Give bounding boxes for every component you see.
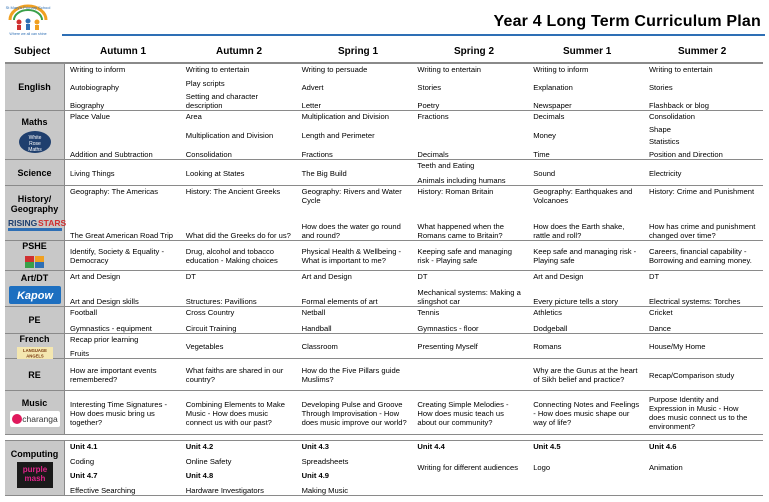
topic-text: Structures: Pavillions [185,297,257,306]
term-cell [65,271,181,306]
topic-text: Unit 4.7 [70,471,98,481]
term-cell [528,64,644,110]
jigsaw-logo [23,254,47,270]
subject-row-science [5,160,763,186]
topic-text: Unit 4.6 [648,442,677,451]
term-cell [412,271,528,306]
term-cell [528,334,644,358]
topic-text: Athletics [533,308,562,317]
topic-text: Every picture tells a story [533,297,619,306]
subject-cell [5,271,65,306]
topic-text: History: Roman Britain [417,187,494,196]
term-cell [644,160,760,185]
topic-text: Recap/Comparison study [648,370,735,380]
topic-text: Unit 4.2 [185,442,214,451]
topic-text: Place Value [70,112,110,121]
topic-text: Animals including humans [417,176,506,185]
topic-text: Gymnastics - floor [417,324,479,333]
term-cell [297,359,413,390]
topic-text: Unit 4.8 [185,471,214,481]
subject-row-english [5,63,763,111]
term-cell [181,186,297,240]
topic-text: What faiths are shared in our country? [185,366,284,384]
topic-text: Stories [648,83,673,92]
term-cell [65,241,181,270]
topic-text: Spreadsheets [301,456,349,466]
term-cell [65,307,181,333]
svg-text:LANGUAGE: LANGUAGE [22,347,47,353]
topic-text: Art and Design skills [70,297,139,306]
topic-text: Online Safety [185,456,232,466]
term-cell [644,307,760,333]
subject-name: History/ Geography [10,193,59,214]
svg-text:Kapow: Kapow [16,290,53,302]
language-angels-logo [17,347,53,359]
term-cell [528,111,644,159]
topic-text: Connecting Notes and Feelings - How does music shape our way of life? [533,399,640,427]
subject-cell [5,64,65,110]
topic-text: Interesting Time Signatures - How does music bring us together? [70,399,168,427]
term-cell [297,160,413,185]
term-cell [297,186,413,240]
topic-text: Electricity [648,168,682,178]
term-cell [412,160,528,185]
topic-text: The Big Build [301,168,347,178]
svg-text:purple: purple [22,464,47,474]
topic-text: Gymnastics - equipment [70,324,152,333]
topic-text: Classroom [301,342,338,351]
subject-name: Art/DT [20,273,49,283]
topic-text: Statistics [648,137,680,147]
term-cell [65,186,181,240]
topic-text: Addition and Subtraction [70,150,153,159]
topic-text: Keeping safe and managing risk - Playing safe [417,247,512,265]
topic-text: Logo [533,462,551,472]
subject-cell [5,241,65,270]
term-cell [412,359,528,390]
topic-text: Hardware Investigators [185,485,264,495]
topic-text: Newspaper [533,101,572,110]
subject-cell [5,334,65,358]
topic-text: Combining Elements to Make Music - How does music connect us with our past? [185,399,285,427]
header-autumn-1: Autumn 1 [100,46,147,57]
topic-text: Writing to entertain [648,65,713,74]
header-spring-2: Spring 2 [454,46,495,57]
topic-text: Mechanical systems: Making a slingshot car [417,288,521,306]
topic-text: Writing to inform [70,65,126,74]
subject-cell [5,391,65,434]
subject-cell [5,186,65,240]
topic-text: House/My Home [648,342,706,351]
term-cell [644,64,760,110]
term-cell [297,307,413,333]
topic-text: Creating Simple Melodies - How does music teach us about our community? [417,399,509,427]
header-summer-1: Summer 1 [563,46,612,57]
term-cell [181,64,297,110]
topic-text: Cricket [648,308,673,317]
svg-text:charanga: charanga [21,414,58,424]
topic-text: Decimals [417,150,449,159]
topic-text: Biography [70,101,105,110]
topic-text: Vegetables [185,342,224,351]
term-cell [412,111,528,159]
subject-cell [5,359,65,390]
topic-text: Animation [648,462,683,472]
term-cell [412,186,528,240]
topic-text: Circuit Training [185,324,237,333]
term-cell [412,334,528,358]
topic-text: DT [185,272,196,281]
topic-text: Area [185,112,202,121]
topic-text: DT [417,272,428,281]
subject-row-maths [5,111,763,160]
term-cell [528,160,644,185]
term-cell [181,307,297,333]
topic-text: Unit 4.1 [70,442,98,451]
term-cell [181,271,297,306]
topic-text: Why are the Gurus at the heart of Sikh belief and practice? [533,366,638,384]
subject-row-re [5,359,763,391]
topic-text: Explanation [533,83,573,92]
topic-text: Teeth and Eating [417,161,475,170]
topic-text: Dance [648,324,671,333]
topic-text: Tennis [417,308,440,317]
kapow-logo [9,286,61,304]
svg-text:ANGELS: ANGELS [25,353,44,358]
topic-text: Making Music [301,485,349,495]
topic-text: Physical Health & Wellbeing - What is important to me? [301,247,402,265]
term-cell [297,111,413,159]
term-cell [528,441,644,495]
subject-row-french [5,334,763,359]
term-cell [181,391,297,434]
term-cell [297,64,413,110]
term-cell [644,391,760,434]
topic-text: History: Crime and Punishment [648,187,755,196]
topic-text: Letter [301,101,322,110]
topic-text: Writing for different audiences [417,462,518,472]
rising-stars-logo [7,217,66,233]
topic-text: Decimals [533,112,565,121]
svg-text:mash: mash [24,473,45,483]
topic-text: Advert [301,83,324,92]
term-cell [644,334,760,358]
topic-text: Fractions [301,150,333,159]
topic-text: Writing to entertain [417,65,481,74]
topic-text: How has crime and punishment changed over time? [648,222,756,240]
term-cell [181,241,297,270]
topic-text: Writing to entertain [185,65,250,74]
logo-motto: Where we all can shine [9,32,47,36]
subject-cell [5,441,65,495]
term-cell [65,359,181,390]
subject-name: English [18,82,51,92]
curriculum-grid [5,62,763,496]
topic-text: Identify, Society & Equality - Democracy [70,247,164,265]
subject-row-history-geography [5,186,763,241]
term-cell [528,307,644,333]
svg-text:Maths: Maths [27,146,42,153]
subject-cell [5,160,65,185]
topic-text: Art and Design [301,272,352,281]
term-cell [181,111,297,159]
topic-text: Shape [648,124,671,134]
subject-name: RE [28,369,41,380]
header-summer-2: Summer 2 [678,46,727,57]
subject-row-art-dt [5,271,763,307]
subject-cell [5,111,65,159]
topic-text: Drug, alcohol and tobacco education - Making choices [185,247,278,265]
topic-text: What did the Greeks do for us? [185,231,291,240]
topic-text: Setting and character description [185,92,258,110]
term-cell [644,271,760,306]
term-cell [65,391,181,434]
topic-text: Fruits [70,349,89,358]
topic-text: Art and Design [533,272,584,281]
svg-text:STARS: STARS [37,217,66,228]
topic-text: Football [70,308,98,317]
term-cell [412,391,528,434]
topic-text: Fractions [417,112,449,121]
topic-text: How does the Earth shake, rattle and roll? [533,222,625,240]
term-cell [65,441,181,495]
term-cell [412,64,528,110]
term-cell [65,111,181,159]
topic-text: DT [648,272,660,281]
topic-text: Unit 4.5 [533,442,561,451]
subject-name: Music [21,398,48,408]
topic-text: Handball [301,324,332,333]
topic-text: Length and Perimeter [301,131,375,140]
svg-text:Rose: Rose [28,140,41,147]
subject-row-computing [5,440,763,496]
topic-text: Money [533,131,556,140]
term-cell [528,391,644,434]
term-cell [181,160,297,185]
term-cell [181,359,297,390]
term-cell [181,441,297,495]
subject-name: PE [28,315,41,325]
topic-text: Romans [533,342,562,351]
term-cell [528,241,644,270]
term-cell [528,186,644,240]
topic-text: Purpose Identity and Expression in Music - How does music connect us to the environment? [648,395,748,431]
term-cell [65,160,181,185]
term-cell [528,271,644,306]
term-cell [412,241,528,270]
topic-text: The Great American Road Trip [70,231,173,240]
topic-text: Geography: Rivers and Water Cycle [301,187,402,205]
topic-text: Consolidation [648,112,695,121]
term-cell [412,441,528,495]
topic-text: Developing Pulse and Groove Through Improvisation - How does music improve our world? [301,399,407,427]
topic-text: Dodgeball [533,324,568,333]
topic-text: Multiplication and Division [185,131,274,140]
school-logo [4,2,52,36]
topic-text: Careers, financial capability - Borrowing and earning money. [648,247,752,265]
topic-text: Coding [70,456,95,466]
topic-text: Poetry [417,101,440,110]
svg-text:RISING: RISING [7,217,37,228]
charanga-logo [10,411,60,427]
logo-name: St Mary's Primary School [5,5,51,10]
subject-name: French [19,333,50,344]
subject-name: Maths [21,116,48,127]
page-title: Year 4 Long Term Curriculum Plan [493,13,761,30]
topic-text: Geography: The Americas [70,187,159,196]
topic-text: Consolidation [185,150,232,159]
topic-text: Sound [533,168,556,178]
term-cell [644,359,760,390]
topic-text: Position and Direction [648,149,723,159]
subject-name: Science [17,167,52,178]
term-cell [412,307,528,333]
topic-text: History: The Ancient Greeks [185,187,281,196]
topic-text: Art and Design [70,272,121,281]
title-rule [62,34,765,36]
topic-text: Writing to persuade [301,65,368,74]
topic-text: Formal elements of art [301,297,378,306]
svg-text:White: White [28,134,41,141]
term-cell [644,241,760,270]
term-cell [644,186,760,240]
topic-text: Flashback or blog [648,101,709,110]
topic-text: Unit 4.4 [417,442,445,451]
term-cell [528,359,644,390]
purple-mash-logo [17,462,53,488]
topic-text: Looking at States [185,168,245,178]
topic-text: Autobiography [70,83,119,92]
topic-text: Cross Country [185,308,235,317]
subject-row-pshe [5,241,763,271]
topic-text: Effective Searching [70,485,136,495]
topic-text: How do the Five Pillars guide Muslims? [301,366,400,384]
topic-text: Recap prior learning [70,335,139,344]
topic-text: Netball [301,308,326,317]
topic-text: Writing to inform [533,65,589,74]
topic-text: Time [533,150,550,159]
topic-text: Stories [417,83,442,92]
header-autumn-2: Autumn 2 [216,46,263,57]
term-cell [644,111,760,159]
topic-text: What happened when the Romans came to Britain? [417,222,504,240]
topic-text: Living Things [70,168,115,178]
header-subject: Subject [14,46,51,57]
subject-cell [5,307,65,333]
subject-row-music [5,391,763,435]
topic-text: Unit 4.3 [301,442,330,451]
topic-text: Keep safe and managing risk - Playing safe [533,247,637,265]
term-cell [297,391,413,434]
topic-text: Presenting Myself [417,342,478,351]
topic-text: Geography: Earthquakes and Volcanoes [533,187,633,205]
header-spring-1: Spring 1 [338,46,379,57]
topic-text: How does the water go round and round? [301,222,401,240]
subject-row-pe [5,307,763,334]
term-cell [65,334,181,358]
term-cell [297,241,413,270]
term-cell [181,334,297,358]
term-cell [297,334,413,358]
topic-text: Unit 4.9 [301,471,330,481]
topic-text: Play scripts [185,78,225,88]
topic-text: Electrical systems: Torches [648,297,741,306]
white-rose-maths-logo [18,130,52,154]
term-cell [297,441,413,495]
subject-name: Computing [10,448,59,459]
topic-text: Multiplication and Division [301,112,389,121]
term-cell [644,441,760,495]
term-cell [297,271,413,306]
term-cell [65,64,181,110]
topic-text: How are important events remembered? [70,366,157,384]
subject-name: PSHE [22,241,47,251]
